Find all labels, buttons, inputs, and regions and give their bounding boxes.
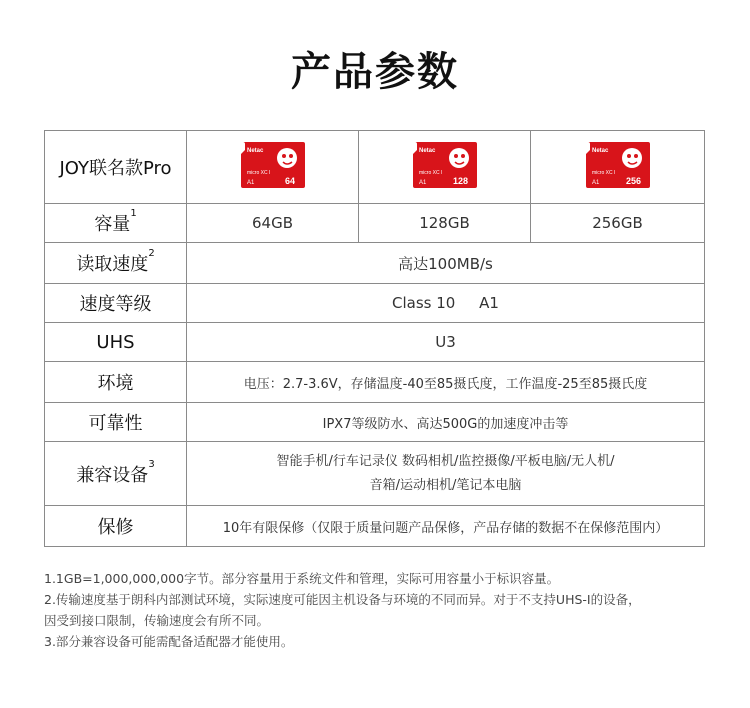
- card-cell-128: [359, 131, 531, 204]
- svg-text:micro XC I: micro XC I: [418, 170, 442, 176]
- model-label: JOY联名款Pro: [45, 131, 187, 204]
- sd-card-128gb-image: [411, 140, 479, 190]
- environment-row: [45, 362, 705, 403]
- footnotes: [44, 568, 714, 652]
- uhs-label: UHS: [45, 323, 187, 362]
- svg-text:A1: A1: [591, 180, 599, 186]
- footnote-1: 1.1GB=1,000,000,000字节。部分容量用于系统文件和管理，实际可用容量小于标识容量。: [44, 571, 560, 586]
- capacity-64: 64GB: [187, 204, 359, 243]
- svg-text:A1: A1: [418, 180, 426, 186]
- card-capacity: 64: [284, 176, 295, 186]
- card-brand: Netac: [418, 148, 435, 154]
- compat-value: [187, 442, 705, 506]
- capacity-256: 256GB: [531, 204, 705, 243]
- warranty-value: 10年有限保修（仅限于质量问题产品保修，产品存储的数据不在保修范围内）: [187, 506, 705, 547]
- footnote-3: 3.部分兼容设备可能需配备适配器才能使用。: [44, 634, 294, 649]
- speed-class-value: Class 10 A1: [187, 284, 705, 323]
- sd-card-64gb-image: [239, 140, 307, 190]
- reliability-row: [45, 403, 705, 442]
- capacity-128: 128GB: [359, 204, 531, 243]
- compat-row: [45, 442, 705, 506]
- card-brand: Netac: [591, 148, 608, 154]
- card-cell-64: [187, 131, 359, 204]
- svg-text:micro XC I: micro XC I: [591, 170, 615, 176]
- footnote-2-cont: 因受到接口限制，传输速度会有所不同。: [44, 613, 270, 628]
- read-speed-label: 读取速度$^2$: [45, 243, 187, 284]
- card-capacity: 256: [625, 176, 641, 186]
- reliability-label: 可靠性: [45, 403, 187, 442]
- header-row: [45, 131, 705, 204]
- capacity-label: 容量$^1$: [45, 204, 187, 243]
- card-cell-256: [531, 131, 705, 204]
- card-capacity: 128: [452, 176, 468, 186]
- read-speed-row: [45, 243, 705, 284]
- read-speed-value: 高达100MB/s: [187, 243, 705, 284]
- speed-class-label: 速度等级: [45, 284, 187, 323]
- compat-label: 兼容设备$^3$: [45, 442, 187, 506]
- spec-table: [44, 130, 705, 547]
- compat-line-1: 智能手机/行车记录仪 数码相机/监控摄像/平板电脑/无人机/: [276, 453, 615, 469]
- uhs-value: U3: [187, 323, 705, 362]
- card-brand: Netac: [246, 148, 263, 154]
- page-title: 产品参数: [291, 49, 459, 95]
- uhs-row: [45, 323, 705, 362]
- environment-value: 电压：2.7-3.6V，存储温度-40至85摄氏度，工作温度-25至85摄氏度: [187, 362, 705, 403]
- sd-card-256gb-image: [584, 140, 652, 190]
- environment-label: 环境: [45, 362, 187, 403]
- capacity-row: [45, 204, 705, 243]
- compat-line-2: 音箱/运动相机/笔记本电脑: [369, 477, 522, 493]
- warranty-row: [45, 506, 705, 547]
- warranty-label: 保修: [45, 506, 187, 547]
- speed-class-row: [45, 284, 705, 323]
- svg-text:micro XC I: micro XC I: [246, 170, 270, 176]
- reliability-value: IPX7等级防水、高达500G的加速度冲击等: [187, 403, 705, 442]
- svg-text:A1: A1: [246, 180, 254, 186]
- footnote-2: 2.传输速度基于朗科内部测试环境，实际速度可能因主机设备与环境的不同而异。对于不支持UHS-I的设备，: [44, 592, 641, 607]
